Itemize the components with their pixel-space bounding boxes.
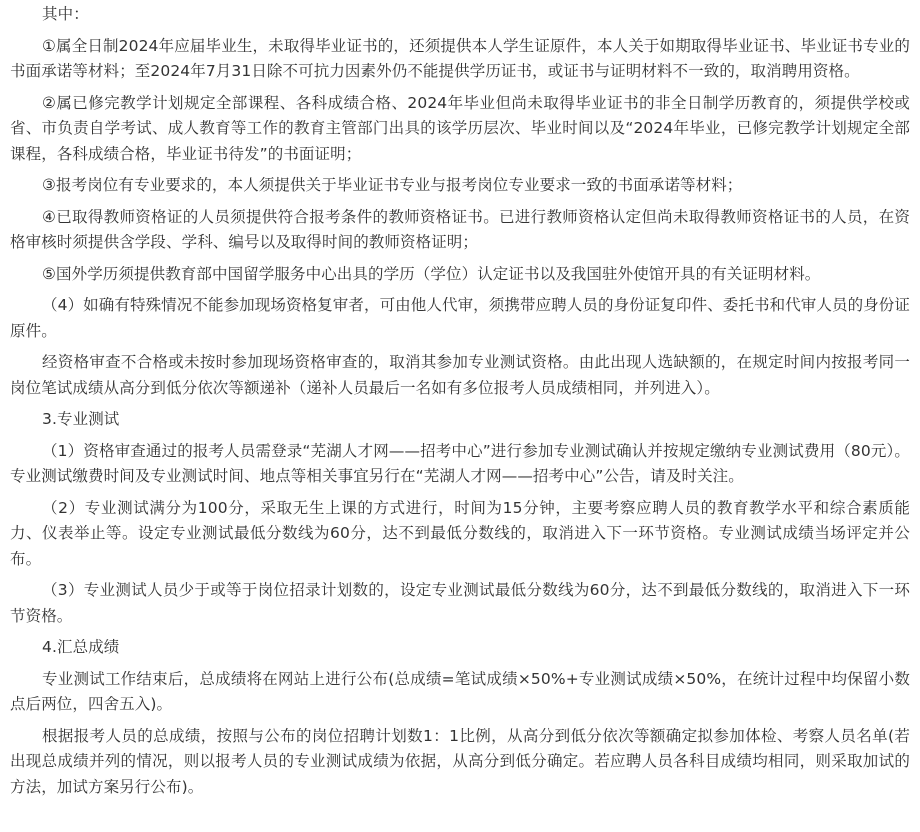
paragraph-intro: 其中：: [42, 5, 89, 23]
paragraph-disqualification: 经资格审查不合格或未按时参加现场资格审查的，取消其参加专业测试资格。由此出现人选缺额的，在规定时间内按报考同一岗位笔试成绩从高分到低分依次等额递补（递补人员最后一名如有多位报考人员成绩相同，并列进入）。: [10, 353, 910, 397]
paragraph-test-scoring: （2）专业测试满分为100分，采取无生上课的方式进行，时间为15分钟，主要考察应聘人员的教育教学水平和综合素质能力、仪表举止等。设定专业测试最低分数线为60分，达不到最低分数线的，取消进入下一环节资格。专业测试成绩当场评定并公布。: [10, 498, 910, 568]
paragraph-test-threshold: （3）专业测试人员少于或等于岗位招录计划数的，设定专业测试最低分数线为60分，达不到最低分数线的，取消进入下一环节资格。: [10, 581, 910, 625]
paragraph-test-registration: （1）资格审查通过的报考人员需登录“芜湖人才网——招考中心”进行参加专业测试确认并按规定缴纳专业测试费用（80元）。专业测试缴费时间及专业测试时间、地点等相关事宜另行在“芜湖人才网——招考中心”公告，请及时关注。: [10, 441, 910, 485]
section-heading-professional-test: 3.专业测试: [42, 410, 120, 428]
paragraph-score-formula: 专业测试工作结束后，总成绩将在网站上进行公布(总成绩=笔试成绩×50%+专业测试成绩×50%，在统计过程中均保留小数点后两位，四舍五入)。: [10, 669, 910, 713]
paragraph-item-5: ⑤国外学历须提供教育部中国留学服务中心出具的学历（学位）认定证书以及我国驻外使馆开具的有关证明材料。: [42, 264, 821, 283]
paragraph-item-2: ②属已修完教学计划规定全部课程、各科成绩合格、2024年毕业但尚未取得毕业证书的非全日制学历教育的，须提供学校或省、市负责自学考试、成人教育等工作的教育主管部门出具的该学历层次、毕业时间以及“2024年毕业，已修完教学计划规定全部课程，各科成绩合格，毕业证书待发”的书面证明；: [10, 93, 910, 163]
paragraph-item-3: ③报考岗位有专业要求的，本人须提供关于毕业证书专业与报考岗位专业要求一致的书面承诺等材料；: [42, 176, 743, 194]
paragraph-ranking: 根据报考人员的总成绩，按照与公布的岗位招聘计划数1：1比例，从高分到低分依次等额确定拟参加体检、考察人员名单(若出现总成绩并列的情况，则以报考人员的专业测试成绩为依据，从高分到低分确定。若应聘人员各科目成绩均相同，则采取加试的方法，加试方案另行公布)。: [10, 726, 910, 796]
paragraph-proxy-review: （4）如确有特殊情况不能参加现场资格复审者，可由他人代审，须携带应聘人员的身份证复印件、委托书和代审人员的身份证原件。: [10, 296, 910, 340]
paragraph-item-1: ①属全日制2024年应届毕业生，未取得毕业证书的，还须提供本人学生证原件，本人关于如期取得毕业证书、毕业证书专业的书面承诺等材料；至2024年7月31日除不可抗力因素外仍不能提供学历证书，或证书与证明材料不一致的，取消聘用资格。: [10, 36, 910, 80]
section-heading-total-score: 4.汇总成绩: [42, 638, 120, 656]
paragraph-item-4: ④已取得教师资格证的人员须提供符合报考条件的教师资格证书。已进行教师资格认定但尚未取得教师资格证书的人员，在资格审核时须提供含学段、学科、编号以及取得时间的教师资格证明；: [10, 207, 910, 251]
